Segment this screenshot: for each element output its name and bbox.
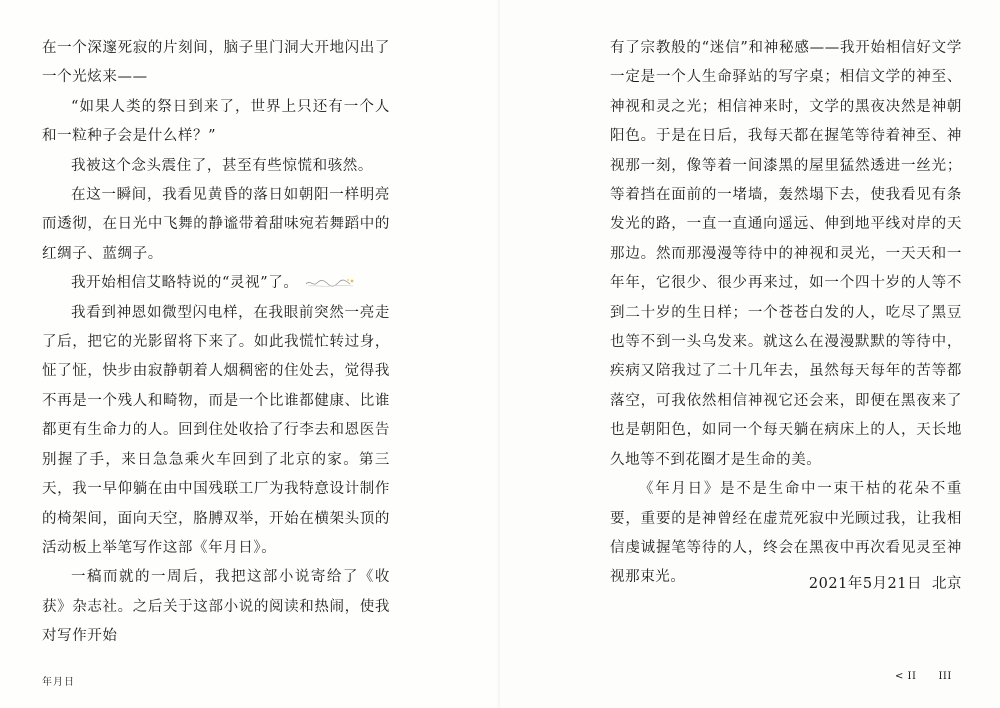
signature-date-line — [610, 572, 962, 593]
paragraph: 在这一瞬间，我看见黄昏的落日如朝阳一样明亮而透彻，在日光中飞舞的静谧带着甜味宛若舞蹈中的红绸子、蓝绸子。 — [42, 187, 390, 262]
paragraph: 《年月日》是不是生命中一束干枯的花朵不重要，重要的是神曾经在虚荒死寂中光顾过我，让我相信虔诚握笔等待的人，终会在黑夜中再次看见灵至神视那束光。 — [610, 481, 962, 586]
page-number: III — [938, 671, 952, 682]
handwritten-scribble-mark — [304, 277, 356, 289]
date: 2021年5月21日 — [808, 576, 922, 592]
paragraph: 我看到神恩如微型闪电样，在我眼前突然一亮走了后，把它的光影留将下来了。如此我慌忙转过身，怔了怔，快步由寂静朝着人烟稠密的住处去，觉得我不再是一个残人和畸物，而是一个比谁都健康、比谁都更有生命力的人。回到住处收拾了行李去和恩医告别握了手，来日急急乘火车回到了北京的家。第三天，我一早仰躺在由中国残联工厂为我特意设计制作的椅架间，面向天空，胳膊双举，开始在横架头顶的活动板上举笔写作这部《年月日》。 — [42, 304, 390, 556]
left-page-text — [42, 34, 390, 652]
page-mark: < II — [895, 671, 917, 682]
running-footer-title: 年月日 — [42, 677, 75, 688]
paragraph-text: 我开始相信艾略特说的“灵视”了。 — [71, 275, 299, 292]
right-page — [500, 0, 1000, 708]
right-page-text — [610, 34, 962, 593]
paragraph: 有了宗教般的“迷信”和神秘感——我开始相信好文学一定是一个人生命驿站的写字桌；相信文学的神至、神视和灵之光；相信神来时，文学的黑夜决然是神朝阳色。于是在日后，我每天都在握笔等待着神至、神视那一刻，像等着一间漆黑的屋里猛然透进一丝光；等着挡在面前的一堵墙，轰然塌下去，使我看见有条发光的路，一直一直通向遥远、伸到地平线对岸的天那边。然而那漫漫等待中的神视和灵光，一天天和一年年，它很少、很少再来过，如一个四十岁的人等不到二十岁的生日样；一个苍苍白发的人，吃尽了黑豆也等不到一头乌发来。就这么在漫漫默默的等待中，疾病又陪我过了二十几年去，虽然每天每年的苦等都落空，可我依然相信神视它还会来，即便在黑夜来了也是朝阳色，如同一个每天躺在病床上的人，天长地久地等不到花圈才是生命的美。 — [610, 40, 962, 468]
paragraph: 我被这个念头震住了，甚至有些惊慌和骇然。 — [71, 157, 373, 174]
place: 北京 — [932, 576, 962, 592]
paragraph: “如果人类的祭日到来了，世界上只还有一个人和一粒种子会是什么样？” — [42, 98, 390, 145]
paragraph-with-scribble — [42, 269, 390, 298]
paragraph: 在一个深邃死寂的片刻间，脑子里门洞大开地闪出了一个光炫来—— — [42, 40, 390, 86]
paragraph: 一稿而就的一周后，我把这部小说寄给了《收获》杂志社。之后关于这部小说的阅读和热闹，使我对写作开始 — [42, 569, 390, 645]
page-number-footer — [895, 671, 952, 682]
